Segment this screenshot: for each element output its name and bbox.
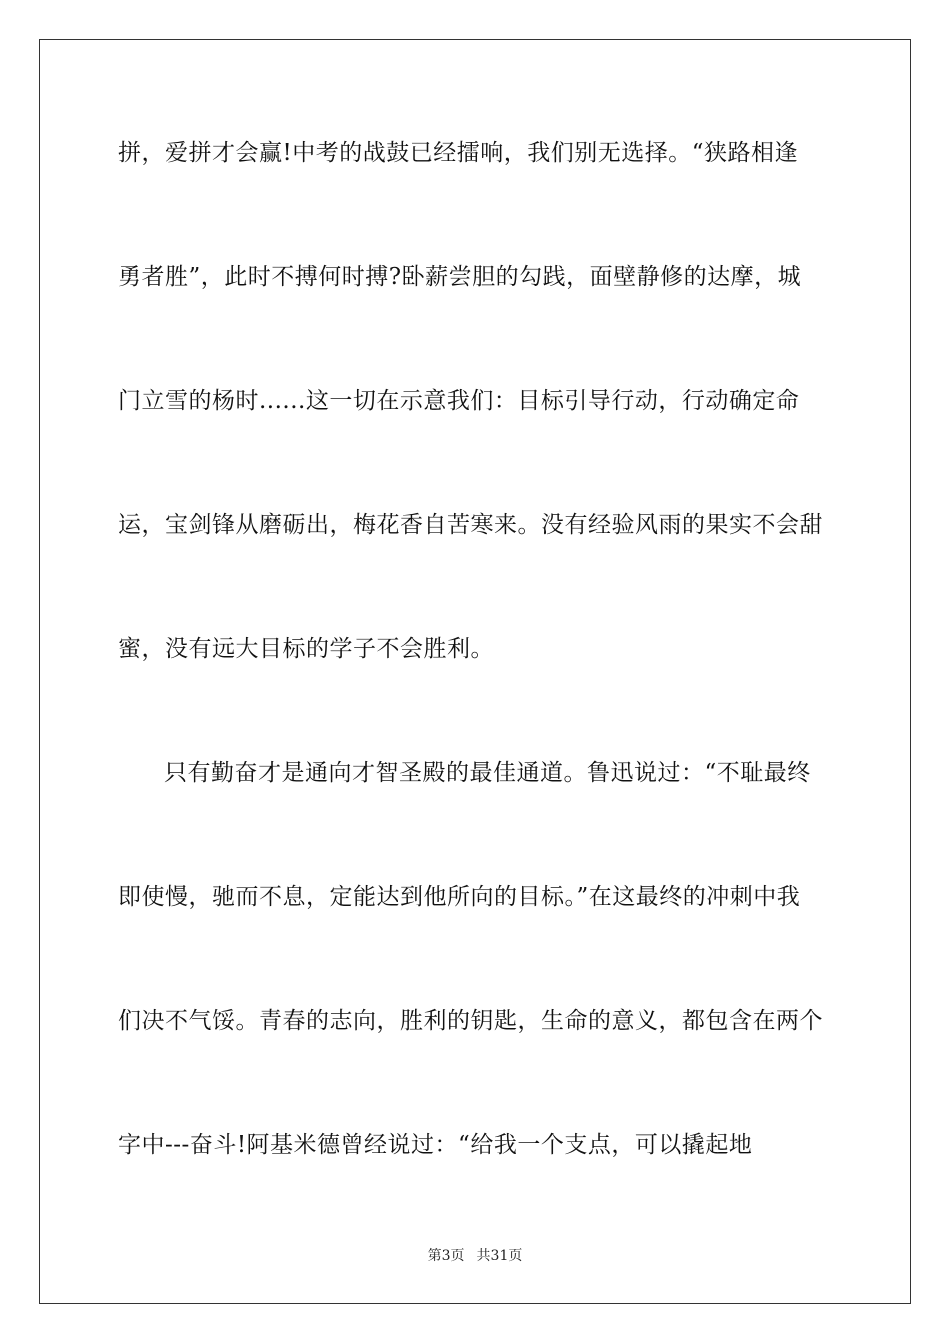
body-text-line: 即使慢，驰而不息，定能达到他所向的目标。”在这最终的冲刺中我 — [118, 884, 801, 910]
body-text-line: 拼，爱拼才会赢!中考的战鼓已经擂响，我们别无选择。“狭路相逢 — [118, 140, 799, 166]
page-number: 第3页 — [427, 1248, 465, 1264]
body-text-line: 运，宝剑锋从磨砺出，梅花香自苦寒来。没有经验风雨的果实不会甜 — [118, 512, 823, 538]
body-text-line: 字中---奋斗!阿基米德曾经说过：“给我一个支点，可以撬起地 — [118, 1132, 753, 1158]
body-text-line: 勇者胜”，此时不搏何时搏?卧薪尝胆的勾践，面壁静修的达摩，城 — [118, 264, 802, 290]
page-footer — [0, 1247, 950, 1265]
body-text-line: 们决不气馁。青春的志向，胜利的钥匙，生命的意义，都包含在两个 — [118, 1008, 823, 1034]
page-total: 共31页 — [476, 1248, 523, 1264]
body-text-line: 蜜，没有远大目标的学子不会胜利。 — [118, 636, 494, 662]
body-text-line: 门立雪的杨时......这一切在示意我们：目标引导行动，行动确定命 — [118, 388, 800, 414]
paragraph-first-line: 只有勤奋才是通向才智圣殿的最佳通道。鲁迅说过：“不耻最终 — [164, 760, 811, 786]
page-border — [39, 39, 911, 1304]
